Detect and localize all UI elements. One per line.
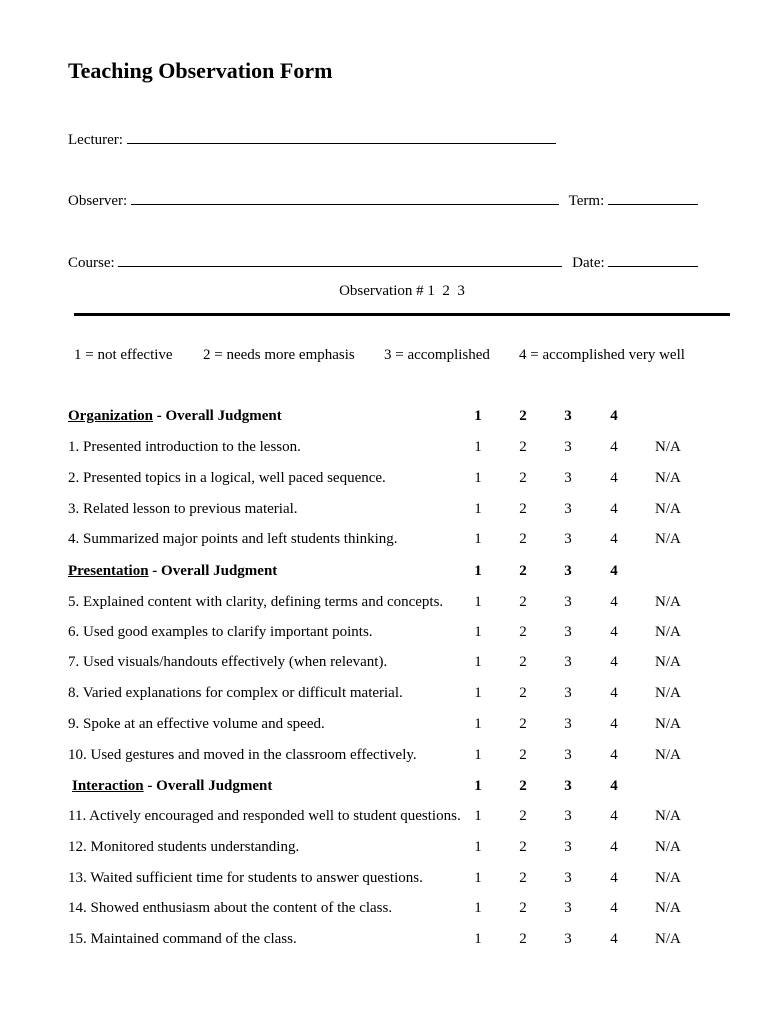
rating-option-2[interactable]: 2 [519,594,527,610]
scale-legend-4: 4 = accomplished very well [519,347,685,363]
section-name: Presentation [68,563,149,579]
na-option[interactable]: N/A [655,931,681,947]
na-option[interactable]: N/A [655,439,681,455]
na-option[interactable]: N/A [655,870,681,886]
criterion-label: 3. Related lesson to previous material. [68,501,298,517]
na-option[interactable]: N/A [655,470,681,486]
rating-option-1[interactable]: 1 [474,685,482,701]
observer-row [68,190,698,210]
rating-option-3[interactable]: 3 [564,594,572,610]
rating-option-2[interactable]: 2 [519,716,527,732]
scale-legend-1: 1 = not effective [74,347,173,363]
criterion-label: 9. Spoke at an effective volume and speed. [68,716,325,732]
rating-option-1[interactable]: 1 [474,439,482,455]
rating-option-4[interactable]: 4 [610,439,618,455]
rating-option-2[interactable]: 2 [519,501,527,517]
rating-option-2[interactable]: 2 [519,931,527,947]
section-header-interaction [0,778,768,798]
rating-option-1[interactable]: 1 [474,716,482,732]
overall-rating-3[interactable]: 3 [564,563,572,579]
rating-option-1[interactable]: 1 [474,531,482,547]
rating-option-1[interactable]: 1 [474,594,482,610]
observer-label: Observer: [68,193,128,209]
rating-option-4[interactable]: 4 [610,839,618,855]
section-name: Organization [68,408,153,424]
rating-option-3[interactable]: 3 [564,839,572,855]
rating-option-3[interactable]: 3 [564,747,572,763]
rating-option-2[interactable]: 2 [519,870,527,886]
rating-option-3[interactable]: 3 [564,624,572,640]
date-field[interactable] [608,252,698,267]
rating-option-4[interactable]: 4 [610,624,618,640]
rating-option-1[interactable]: 1 [474,501,482,517]
criterion-row [0,808,768,828]
overall-judgment-label: - Overall Judgment [153,408,282,424]
overall-rating-4[interactable]: 4 [610,778,618,794]
rating-option-2[interactable]: 2 [519,470,527,486]
criterion-row [0,594,768,614]
rating-option-2[interactable]: 2 [519,747,527,763]
na-option[interactable]: N/A [655,624,681,640]
na-option[interactable]: N/A [655,808,681,824]
rating-option-2[interactable]: 2 [519,839,527,855]
criterion-row [0,716,768,736]
rating-option-1[interactable]: 1 [474,624,482,640]
criterion-label: 8. Varied explanations for complex or difficult material. [68,685,403,701]
criterion-row [0,654,768,674]
criterion-label: 4. Summarized major points and left students thinking. [68,531,398,547]
rating-option-2[interactable]: 2 [519,531,527,547]
rating-option-4[interactable]: 4 [610,931,618,947]
criterion-row [0,900,768,920]
term-field[interactable] [608,190,698,205]
rating-option-4[interactable]: 4 [610,594,618,610]
lecturer-row [68,129,556,149]
rating-option-3[interactable]: 3 [564,808,572,824]
criterion-row [0,747,768,767]
na-option[interactable]: N/A [655,501,681,517]
criterion-row [0,501,768,521]
lecturer-label: Lecturer: [68,132,123,148]
rating-option-2[interactable]: 2 [519,654,527,670]
rating-option-4[interactable]: 4 [610,470,618,486]
rating-option-2[interactable]: 2 [519,808,527,824]
section-title [72,778,272,795]
course-field[interactable] [118,252,562,267]
date-label: Date: [572,255,605,271]
na-option[interactable]: N/A [655,594,681,610]
overall-judgment-label: - Overall Judgment [143,778,273,794]
course-label: Course: [68,255,115,271]
criterion-label: 2. Presented topics in a logical, well paced sequence. [68,470,386,486]
criterion-label: 13. Waited sufficient time for students to answer questions. [68,870,423,886]
overall-judgment-label: - Overall Judgment [148,563,278,579]
rating-option-2[interactable]: 2 [519,900,527,916]
rating-option-3[interactable]: 3 [564,870,572,886]
overall-rating-4[interactable]: 4 [610,563,618,579]
criterion-label: 7. Used visuals/handouts effectively (when relevant). [68,654,388,670]
rating-option-3[interactable]: 3 [564,654,572,670]
overall-rating-1[interactable]: 1 [474,778,482,794]
criterion-row [0,870,768,890]
form-title: Teaching Observation Form [68,58,333,83]
rating-option-2[interactable]: 2 [519,624,527,640]
rating-option-4[interactable]: 4 [610,716,618,732]
criterion-row [0,685,768,705]
term-label: Term: [568,193,605,209]
na-option[interactable]: N/A [655,900,681,916]
rating-option-1[interactable]: 1 [474,870,482,886]
criterion-row [0,624,768,644]
rating-option-3[interactable]: 3 [564,470,572,486]
overall-rating-1[interactable]: 1 [474,563,482,579]
criterion-label: 10. Used gestures and moved in the classroom effectively. [68,747,417,763]
rating-option-3[interactable]: 3 [564,716,572,732]
section-title [68,408,282,425]
rating-option-4[interactable]: 4 [610,808,618,824]
rating-option-4[interactable]: 4 [610,747,618,763]
section-header-organization [0,408,768,428]
rating-option-1[interactable]: 1 [474,654,482,670]
rating-option-4[interactable]: 4 [610,685,618,701]
rating-option-3[interactable]: 3 [564,931,572,947]
scale-legend-2: 2 = needs more emphasis [203,347,355,363]
criterion-row [0,531,768,551]
rating-option-3[interactable]: 3 [564,439,572,455]
rating-option-4[interactable]: 4 [610,870,618,886]
rating-option-3[interactable]: 3 [564,685,572,701]
na-option[interactable]: N/A [655,839,681,855]
criterion-label: 6. Used good examples to clarify important points. [68,624,373,640]
rating-option-1[interactable]: 1 [474,747,482,763]
divider-rule [74,313,730,316]
rating-option-4[interactable]: 4 [610,531,618,547]
overall-rating-2[interactable]: 2 [519,408,527,424]
overall-rating-2[interactable]: 2 [519,778,527,794]
course-row [68,252,698,272]
section-name: Interaction [72,778,144,794]
rating-option-4[interactable]: 4 [610,501,618,517]
scale-legend-3: 3 = accomplished [384,347,490,363]
overall-rating-3[interactable]: 3 [564,408,572,424]
observer-field[interactable] [131,190,559,205]
rating-option-2[interactable]: 2 [519,439,527,455]
rating-option-4[interactable]: 4 [610,654,618,670]
criterion-label: 1. Presented introduction to the lesson. [68,439,301,455]
rating-option-1[interactable]: 1 [474,931,482,947]
section-title [68,563,277,580]
na-option[interactable]: N/A [655,531,681,547]
rating-option-1[interactable]: 1 [474,470,482,486]
section-header-presentation [0,563,768,583]
criterion-row [0,839,768,859]
na-option[interactable]: N/A [655,747,681,763]
overall-rating-2[interactable]: 2 [519,563,527,579]
overall-rating-3[interactable]: 3 [564,778,572,794]
criterion-label: 12. Monitored students understanding. [68,839,300,855]
rating-option-3[interactable]: 3 [564,900,572,916]
overall-rating-1[interactable]: 1 [474,408,482,424]
lecturer-field[interactable] [127,129,556,144]
na-option[interactable]: N/A [655,685,681,701]
overall-rating-4[interactable]: 4 [610,408,618,424]
na-option[interactable]: N/A [655,654,681,670]
criterion-row [0,470,768,490]
rating-option-1[interactable]: 1 [474,808,482,824]
criterion-row [0,439,768,459]
criterion-label: 5. Explained content with clarity, defining terms and concepts. [68,594,444,610]
rating-option-4[interactable]: 4 [610,900,618,916]
rating-option-1[interactable]: 1 [474,900,482,916]
criterion-label: 14. Showed enthusiasm about the content of the class. [68,900,393,916]
criterion-row [0,931,768,951]
observation-number: Observation # 1 2 3 [339,283,465,299]
criterion-label: 15. Maintained command of the class. [68,931,297,947]
rating-option-3[interactable]: 3 [564,531,572,547]
rating-option-3[interactable]: 3 [564,501,572,517]
rating-option-2[interactable]: 2 [519,685,527,701]
criterion-label: 11. Actively encouraged and responded well to student questions. [68,808,461,824]
rating-option-1[interactable]: 1 [474,839,482,855]
na-option[interactable]: N/A [655,716,681,732]
